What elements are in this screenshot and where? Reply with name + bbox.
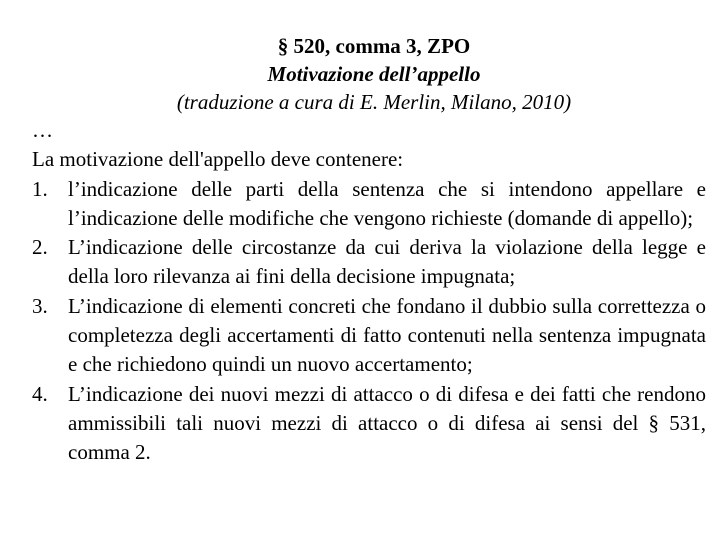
document-body [32,116,706,468]
list-item-number: 3. [32,293,48,318]
translation-credit: (traduzione a cura di E. Merlin, Milano, 2010) [176,90,572,114]
section-reference: § 520, comma 3, ZPO [277,34,471,58]
intro-text: La motivazione dell'appello deve contenere: [32,147,404,172]
list-item-number: 1. [32,176,48,201]
list-item-text: L’indicazione di elementi concreti che fondano il dubbio sulla correttezza o completezza degli accertamenti di fatto contenuti nella sentenza impugnata e che richiedono quindi un nuovo accertamento; [68,293,706,377]
ellipsis-text: … [32,118,53,142]
list-item-text: L’indicazione delle circostanze da cui deriva la violazione della legge e della loro rilevanza ai fini della decisione impugnata; [68,235,706,289]
list-item-text: L’indicazione dei nuovi mezzi di attacco o di difesa e dei fatti che rendono ammissibili tali nuovi mezzi di attacco o di difesa ai sensi del § 531, comma 2. [68,381,706,465]
list-item-number: 2. [32,235,48,260]
requirements-list [32,175,706,468]
list-item [32,380,706,468]
list-item [32,292,706,380]
document-title: Motivazione dell’appello [267,62,481,86]
list-item [32,175,706,234]
list-item-number: 4. [32,381,48,406]
list-item-text: l’indicazione delle parti della sentenza che si intendono appellare e l’indicazione delle modifiche che vengono richieste (domande di appello); [68,176,706,230]
list-item [32,233,706,292]
document-header [28,32,720,116]
